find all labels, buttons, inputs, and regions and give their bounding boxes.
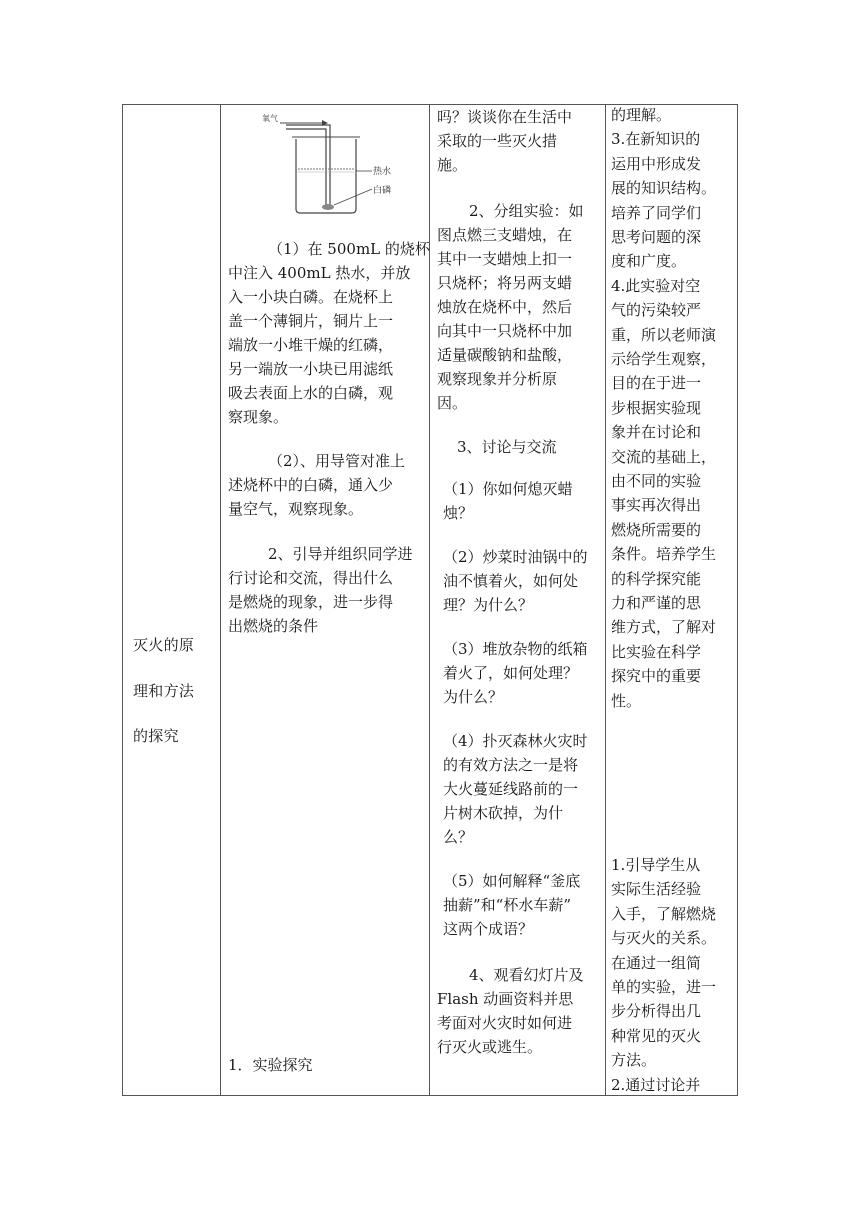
para-line: 采取的一些灭火措 (437, 132, 558, 150)
intent-line: 2.通过讨论并 (611, 1075, 701, 1094)
intent-line: 事实再次得出 (611, 496, 702, 515)
topic-line: 理和方法 (133, 682, 195, 700)
question-line: 油不慎着火，如何处 (443, 572, 579, 590)
question-line: 理？为什么？ (443, 596, 534, 614)
figure-label-water: 热水 (373, 167, 392, 177)
para-line: 烛放在烧杯中，然后 (437, 298, 573, 316)
beaker-figure (260, 109, 400, 215)
intent-line: 性。 (611, 691, 642, 710)
para-line: 中注入 400mL 热水，并放 (228, 264, 411, 282)
para-line: 适量碳酸钠和盐酸， (437, 346, 573, 364)
para-line: 向其中一只烧杯中加 (437, 322, 573, 340)
para-line: 2、分组实验：如 (469, 202, 584, 220)
intent-line: 由不同的实验 (611, 472, 702, 490)
question-line: （3）堆放杂物的纸箱 (443, 640, 588, 658)
para-line: 察现象。 (228, 408, 289, 426)
para-line: 因。 (437, 394, 468, 412)
figure-label-phosphorus: 白磷 (373, 186, 392, 196)
intent-line: 3.在新知识的 (611, 130, 701, 149)
question-line: 这两个成语？ (443, 920, 534, 938)
question-line: 为什么？ (443, 688, 504, 706)
teacher-activity-cell (220, 105, 429, 1095)
intent-line: 4.此实验对空 (611, 276, 701, 295)
para-line: （2）、用导管对准上 (268, 452, 406, 470)
question-line: 大火蔓延线路前的一 (443, 780, 579, 798)
para-line: 盖一个薄铜片，铜片上一 (228, 312, 394, 330)
intent-line: 培养了同学们 (611, 203, 702, 222)
para-line: 出燃烧的条件 (228, 617, 319, 635)
question-line: 着火了，如何处理？ (443, 664, 579, 682)
para-line: 述烧杯中的白磷，通入少 (228, 476, 394, 494)
intent-line: 思考问题的深 (611, 228, 702, 246)
intent-line: 的理解。 (611, 106, 672, 124)
intent-line: 方法。 (611, 1051, 657, 1070)
question-line: （2）炒菜时油锅中的 (443, 548, 588, 566)
para-line: 行讨论和交流，得出什么 (228, 569, 394, 587)
intent-line: 种常见的灭火 (611, 1026, 702, 1045)
question-line: 么？ (443, 828, 474, 846)
para-line: 是燃烧的现象，进一步得 (228, 593, 394, 611)
intent-line: 的科学探究能 (611, 569, 702, 588)
question-line: （4）扑灭森林火灾时 (443, 732, 588, 750)
intent-line: 实际生活经验 (611, 880, 702, 899)
question-line: （1）你如何熄灭蜡 (443, 480, 573, 498)
question-line: （5）如何解释“釜底 (443, 872, 581, 890)
intent-line: 展的知识结构。 (611, 179, 717, 198)
para-line: 观察现象并分析原 (437, 370, 558, 388)
intent-line: 在通过一组简 (611, 953, 702, 972)
intent-line: 步根据实验现 (611, 398, 702, 417)
intent-line: 气的污染较严 (611, 301, 702, 320)
intent-line: 重，所以老师演 (611, 325, 717, 344)
para-line: 只烧杯；将另两支蜡 (437, 274, 573, 292)
question-line: 烛？ (443, 504, 474, 522)
topic-line: 灭火的原 (133, 636, 195, 654)
design-intent-cell (605, 105, 739, 1095)
student-activity-cell (429, 105, 605, 1095)
para-line: 施。 (437, 156, 468, 174)
intent-line: 1.引导学生从 (611, 856, 701, 874)
para-line: 考面对火灾时如何进 (437, 1014, 573, 1032)
question-line: 的有效方法之一是将 (443, 756, 579, 774)
phosphorus-piece (322, 204, 334, 210)
intent-line: 交流的基础上， (611, 447, 717, 466)
leader-line (334, 189, 372, 205)
para-line: 行灭火或逃生。 (437, 1038, 543, 1056)
intent-line: 象并在讨论和 (611, 423, 702, 442)
intent-line: 探究中的重要 (611, 667, 702, 686)
para-line: 吗？谈谈你在生活中 (437, 108, 573, 126)
question-line: 抽薪”和“杯水车薪” (443, 896, 572, 914)
para-line: 其中一支蜡烛上扣一 (437, 250, 573, 268)
para-line: 另一端放一小块已用滤纸 (228, 360, 394, 378)
figure-label-gas: 氧气 (262, 114, 278, 123)
intent-line: 度和广度。 (611, 252, 687, 271)
intent-line: 条件。培养学生 (611, 545, 717, 564)
para-line: 入一小块白磷。在烧杯上 (228, 288, 394, 306)
topic-cell (123, 105, 220, 1095)
para-line: 图点燃三支蜡烛，在 (437, 226, 573, 244)
para-line: 4、观看幻灯片及 (469, 966, 584, 984)
section-label: 1．实验探究 (228, 1056, 313, 1074)
intent-line: 运用中形成发 (611, 154, 702, 173)
intent-line: 维方式，了解对 (611, 618, 717, 637)
intent-line: 单的实验，进一 (611, 978, 717, 996)
intent-line: 与灭火的关系。 (611, 929, 717, 948)
para-line: 2、引导并组织同学进 (268, 545, 413, 563)
para-line: （1）在 500mL 的烧杯 (268, 240, 430, 258)
question-line: 片树木砍掉，为什 (443, 804, 564, 822)
intent-line: 燃烧所需要的 (611, 520, 702, 539)
para-line: Flash 动画资料并思 (437, 990, 574, 1008)
para-line: 吸去表面上水的白磷，观 (228, 384, 394, 402)
para-line: 量空气，观察现象。 (228, 500, 364, 518)
intent-line: 目的在于进一 (611, 374, 702, 393)
intent-line: 步分析得出几 (611, 1002, 702, 1021)
intent-line: 入手，了解燃烧 (611, 904, 717, 923)
lesson-table (122, 104, 738, 1096)
discussion-heading: 3、讨论与交流 (457, 438, 557, 456)
topic-line: 的探究 (133, 727, 179, 745)
intent-line: 示给学生观察， (611, 350, 717, 368)
intent-line: 力和严谨的思 (611, 594, 702, 612)
para-line: 端放一小堆干燥的红磷， (228, 336, 394, 354)
intent-line: 比实验在科学 (611, 642, 702, 661)
